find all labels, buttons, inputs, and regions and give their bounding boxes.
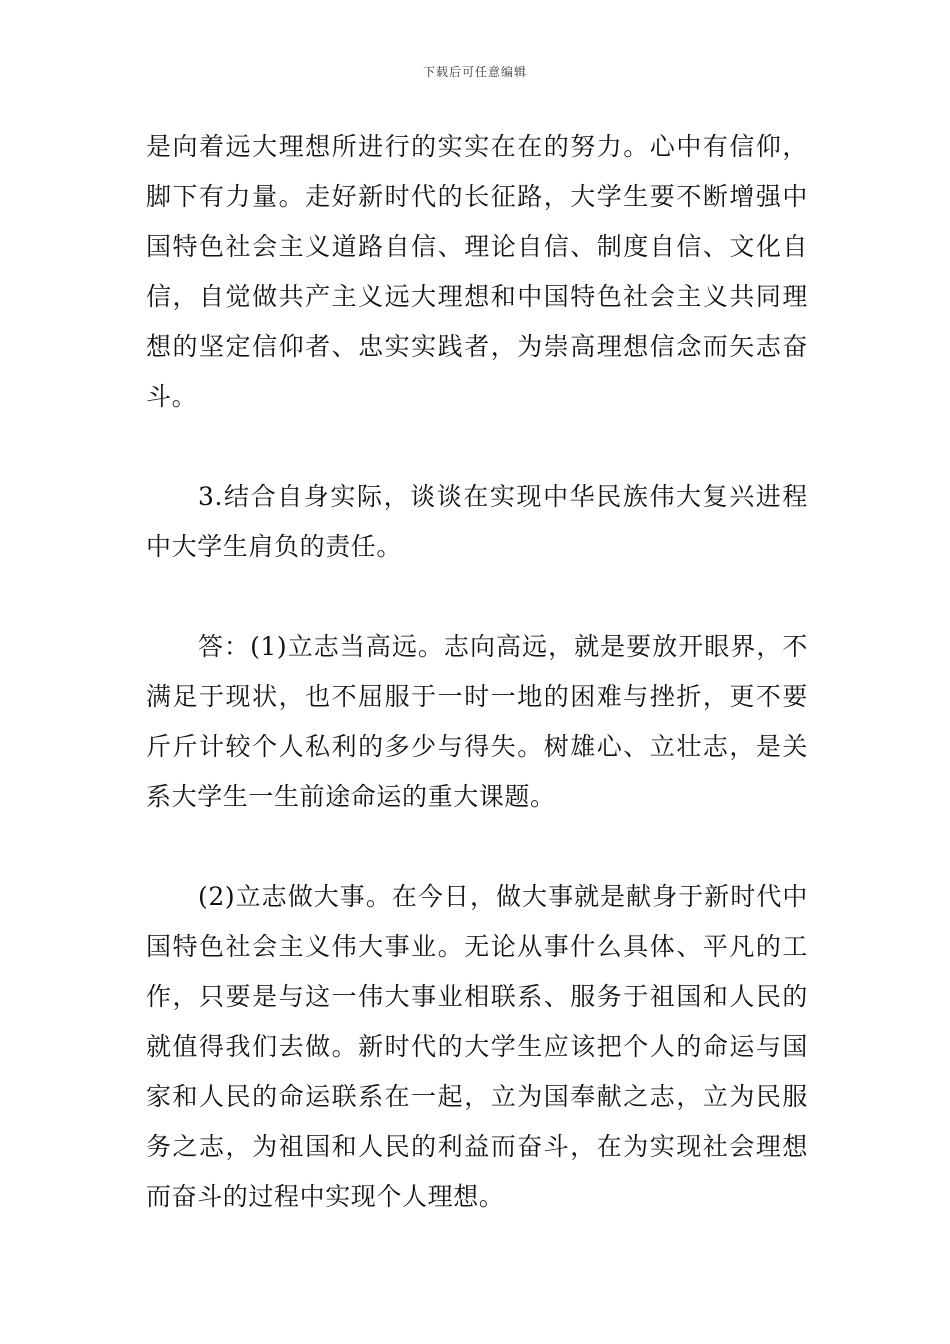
page-header-note: 下载后可任意编辑 [422,65,527,79]
paragraph-gap [146,422,808,472]
paragraph-continuation: 是向着远大理想所进行的实实在在的努力。心中有信仰，脚下有力量。走好新时代的长征路，大学生要不断增强中国特色社会主义道路自信、理论自信、制度自信、文化自信，自觉做共产主义远大理想和中国特色社会主义共同理想的坚定信仰者、忠实实践者，为崇高理想信念而矢志奋斗。 [146,132,808,411]
paragraph-question-3: 3.结合自身实际，谈谈在实现中华民族伟大复兴进程中大学生肩负的责任。 [146,482,808,561]
paragraph-answer-1: 答：(1)立志当高远。志向高远，就是要放开眼界，不满足于现状，也不屈服于一时一地的困难与挫折，更不要斤斤计较个人私利的多少与得失。树雄心、立壮志，是关系大学生一生前途命运的重大课题。 [146,632,808,811]
paragraph-answer-2: (2)立志做大事。在今日，做大事就是献身于新时代中国特色社会主义伟大事业。无论从事什么具体、平凡的工作，只要是与这一伟大事业相联系、服务于祖国和人民的就值得我们去做。新时代的大学生应该把个人的命运与国家和人民的命运联系在一起，立为国奉献之志，立为民服务之志，为祖国和人民的利益而奋斗，在为实现社会理想而奋斗的过程中实现个人理想。 [146,882,808,1211]
paragraph-gap [146,822,808,872]
paragraph-gap [146,572,808,622]
document-body [146,122,808,1222]
